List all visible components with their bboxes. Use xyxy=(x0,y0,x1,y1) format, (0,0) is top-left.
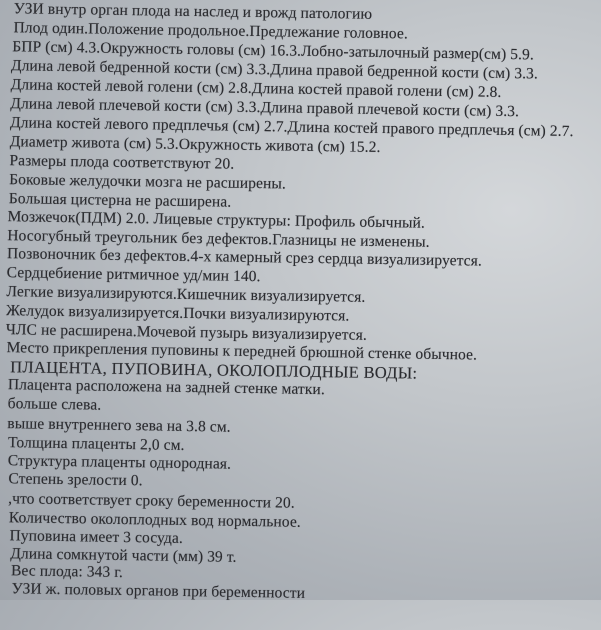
report-line: УЗИ ж. половых органов при беременности xyxy=(11,580,306,602)
report-line: Позвоночник без дефектов.4-х камерный срез сердца визуализируется. xyxy=(6,245,483,270)
report-line: Пуповина имеет 3 сосуда. xyxy=(9,527,183,547)
report-line: Структура плаценты однородная. xyxy=(7,452,232,473)
report-line: Легкие визуализируются.Кишечник визуализируется. xyxy=(6,283,366,306)
report-line: Носогубный треугольник без дефектов.Глазницы не изменены. xyxy=(7,227,430,251)
report-line: Большая цистерна не расширена. xyxy=(8,190,232,211)
report-line: Длина костей левого предплечья (см) 2.7.Длина костей правого предплечья (см) 2.7. xyxy=(9,114,574,141)
report-line: Место прикрепления пуповины к передней брюшной стенке обычное. xyxy=(6,339,478,364)
report-title-line: УЗИ внутр орган плода на наслед и врожд патологию xyxy=(13,0,373,23)
report-line: ЧЛС не расширена.Мочевой пузырь визуализируется. xyxy=(5,321,368,344)
report-line: БПР (см) 4.3.Окружность головы (см) 16.3.Лобно-затылочный размер(см) 5.9. xyxy=(12,38,535,64)
report-line: Размеры плода соответствуют 20. xyxy=(9,152,235,173)
report-line: Длина левой бедренной кости (см) 3.3.Длина правой бедренной кости (см) 3.3. xyxy=(10,57,539,83)
report-line: Боковые желудочки мозга не расширены. xyxy=(9,171,287,193)
report-line: Толщина плаценты 2,0 см. xyxy=(7,434,185,454)
report-line: Плацента расположена на задней стенке матки. xyxy=(7,376,326,399)
report-line: Вес плода: 343 г. xyxy=(10,562,124,582)
report-line: Диаметр живота (см) 5.3.Окружность живота (см) 15.2. xyxy=(9,133,381,156)
report-line: Плод один.Положение продольное.Предлежание головное. xyxy=(13,19,409,43)
report-line: ,что соответствует сроку беременности 20. xyxy=(8,490,295,512)
report-line: Степень зрелости 0. xyxy=(8,470,143,490)
report-line: выше внутреннего зева на 3.8 см. xyxy=(7,415,231,436)
report-line: Сердцебиение ритмичное уд/мин 140. xyxy=(6,264,261,286)
report-line: Количество околоплодных вод нормальное. xyxy=(8,509,301,531)
section-heading-placenta: ПЛАЦЕНТА, ПУПОВИНА, ОКОЛОПЛОДНЫЕ ВОДЫ: xyxy=(10,357,418,383)
report-line: Длина костей левой голени (см) 2.8.Длина костей правой голени (см) 2.8. xyxy=(10,76,502,101)
report-line: Длина сомкнутой части (мм) 39 т. xyxy=(10,545,237,566)
report-line: Желудок визуализируется.Почки визуализируются. xyxy=(5,302,350,325)
report-line: Длина левой плечевой кости (см) 3.3.Длина правой плечевой кости (см) 3.3. xyxy=(10,95,520,121)
report-line: Мозжечок(ПДМ) 2.0. Лицевые структуры: Профиль обычный. xyxy=(7,208,426,232)
report-line: больше слева. xyxy=(7,395,102,414)
